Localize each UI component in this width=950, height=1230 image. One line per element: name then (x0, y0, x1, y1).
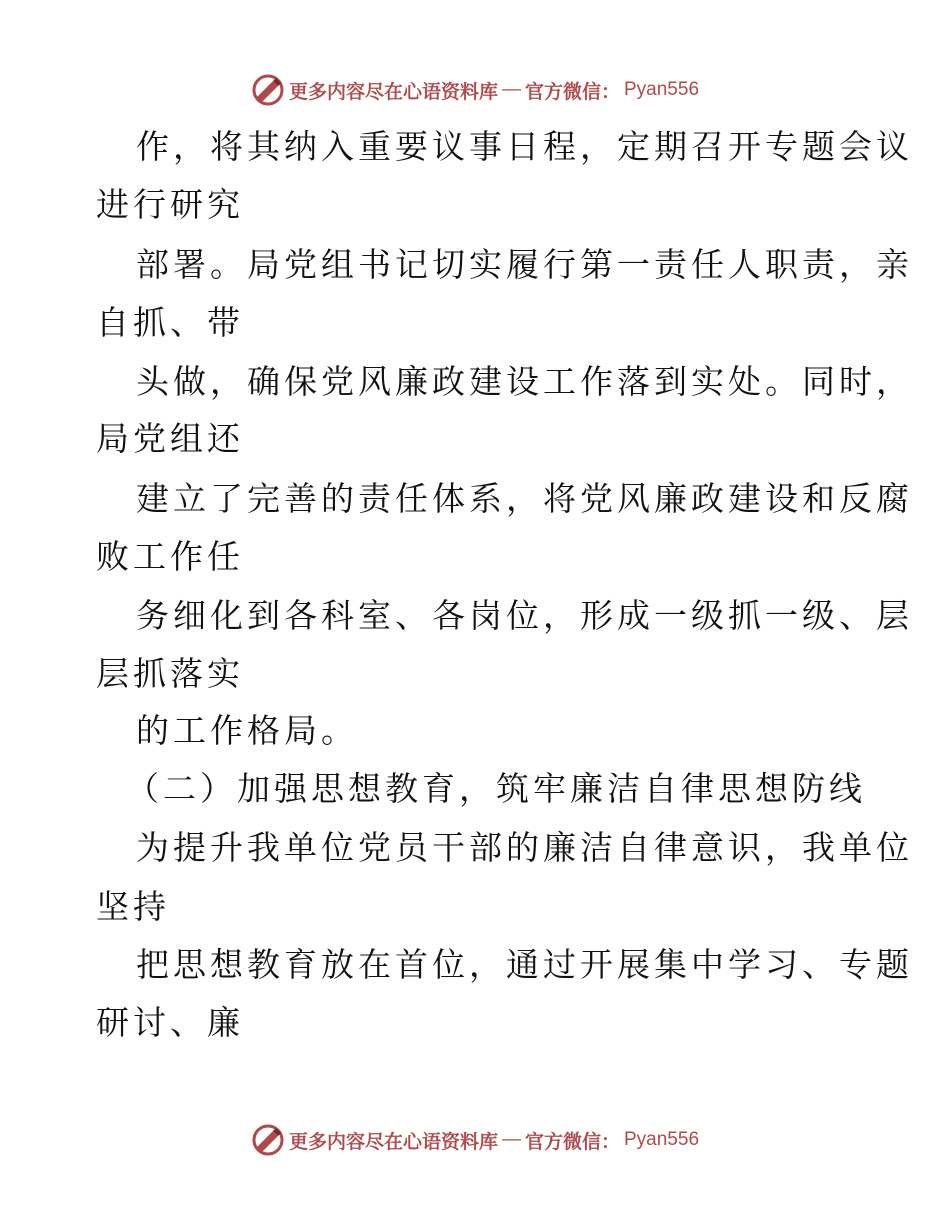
watermark-account-id: Pyan556 (624, 79, 700, 100)
text-line: 作，将其纳入重要议事日程，定期召开专题会议 (136, 127, 913, 166)
watermark-main-text: 更多内容尽在心语资料库 (288, 1130, 498, 1153)
text-line: 层抓落实 (96, 654, 244, 693)
watermark-account-id: Pyan556 (624, 1129, 700, 1150)
watermark-main-text: 更多内容尽在心语资料库 (288, 80, 498, 103)
watermark-separator: — (501, 1129, 521, 1150)
text-line: 局党组还 (96, 419, 244, 458)
text-line: 研讨、廉 (96, 1003, 244, 1042)
section-heading: （二）加强思想教育，筑牢廉洁自律思想防线 (126, 769, 866, 808)
text-line: 部署。局党组书记切实履行第一责任人职责，亲 (136, 245, 913, 284)
text-line: 头做，确保党风廉政建设工作落到实处。同时， (136, 362, 913, 401)
text-line: 把思想教育放在首位，通过开展集中学习、专题 (136, 945, 913, 984)
pen-logo-icon (251, 1123, 285, 1157)
text-line: 建立了完善的责任体系，将党风廉政建设和反腐 (136, 479, 913, 518)
text-line: 败工作任 (96, 537, 244, 576)
text-line: 的工作格局。 (136, 711, 358, 750)
text-line: 坚持 (96, 887, 170, 926)
watermark-separator: — (501, 79, 521, 100)
watermark-account-label: 官方微信： (524, 1130, 620, 1153)
footer-watermark (0, 1120, 950, 1160)
text-line: 进行研究 (96, 185, 244, 224)
text-line: 务细化到各科室、各岗位，形成一级抓一级、层 (136, 596, 913, 635)
text-line: 为提升我单位党员干部的廉洁自律意识，我单位 (136, 828, 913, 867)
text-line: 自抓、带 (96, 303, 244, 342)
watermark-account-label: 官方微信： (524, 80, 620, 103)
